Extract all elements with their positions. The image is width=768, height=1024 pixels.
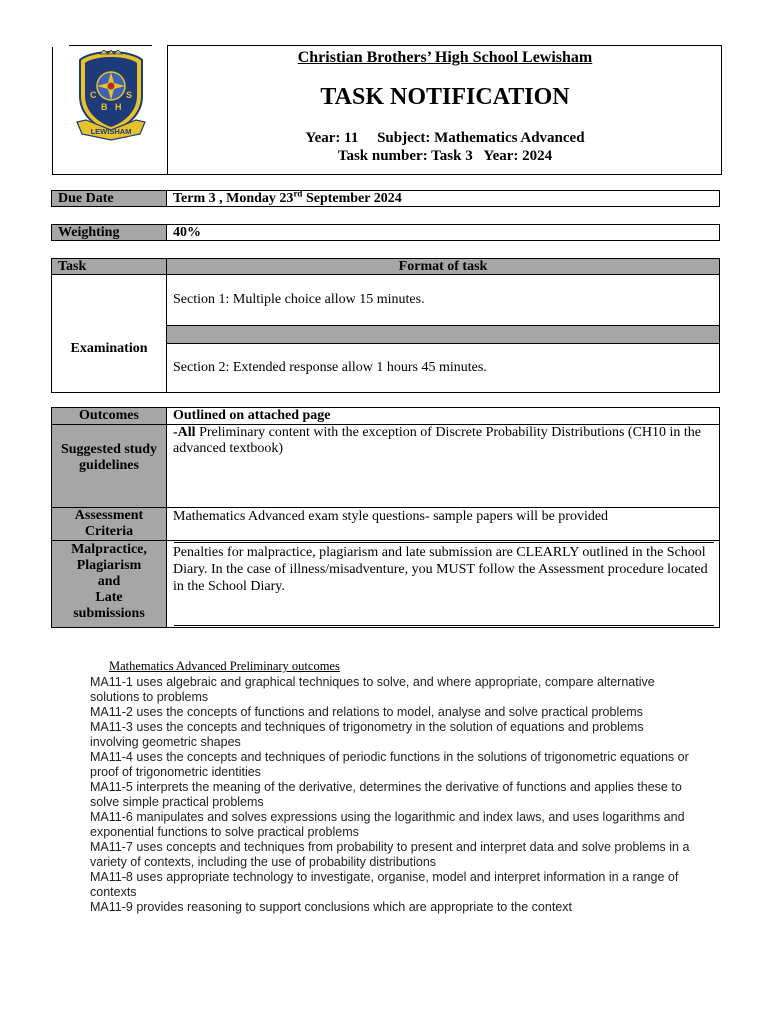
crest-letter-c: C bbox=[90, 90, 97, 100]
outcomes-label: Outcomes bbox=[79, 408, 139, 423]
list-item: MA11-7 uses concepts and techniques from probability to present and interpret data and solve problems in a variety of contexts, including the use of probability distributions bbox=[90, 840, 690, 869]
assessment-criteria-value: Mathematics Advanced exam style questions- sample papers will be provided bbox=[173, 509, 609, 524]
school-crest-icon bbox=[74, 50, 148, 142]
row-divider bbox=[174, 625, 714, 626]
study-guidelines-label: Suggested study guidelines bbox=[60, 442, 158, 473]
list-item: MA11-8 uses appropriate technology to investigate, organise, model and interpret information in a range of contexts bbox=[90, 870, 679, 899]
row-divider bbox=[52, 540, 719, 541]
crest-letter-s: S bbox=[126, 90, 133, 100]
due-date-suffix-sup: rd bbox=[293, 188, 303, 199]
list-item: MA11-2 uses the concepts of functions and relations to model, analyse and solve practical problems bbox=[90, 705, 643, 719]
weighting-row bbox=[51, 224, 720, 241]
list-item: MA11-5 interprets the meaning of the derivative, determines the derivative of functions and applies these to solve simple practical problems bbox=[90, 780, 682, 809]
header-notch bbox=[152, 45, 167, 47]
school-name: Christian Brothers’ High School Lewisham bbox=[297, 49, 593, 66]
malpractice-value: Penalties for malpractice, plagiarism and late submission are CLEARLY outlined in the School Diary. In the case of illness/misadventure, you MUST follow the Assessment procedure located in the School Diary. bbox=[173, 545, 708, 594]
section-2-format: Section 2: Extended response allow 1 hours 45 minutes. bbox=[173, 360, 487, 375]
due-date-row bbox=[51, 190, 720, 207]
crest-banner-text: LEWISHAM bbox=[90, 127, 132, 136]
list-item: MA11-4 uses the concepts and techniques of periodic functions in the solutions of trigonometric equations or proof of trigonometric identities bbox=[90, 750, 689, 779]
outcomes-table bbox=[51, 407, 720, 628]
format-column-header: Format of task bbox=[398, 259, 488, 274]
malpractice-label-line: and bbox=[97, 574, 121, 589]
list-item: MA11-6 manipulates and solves expressions using the logarithmic and index laws, and uses logarithms and exponential functions to solve practical problems bbox=[90, 810, 685, 839]
weighting-value: 40% bbox=[173, 225, 201, 240]
outcomes-table-divider bbox=[166, 408, 167, 627]
header-notch bbox=[52, 45, 69, 47]
assessment-criteria-label: Assessment Criteria bbox=[74, 508, 144, 539]
section-1-format: Section 1: Multiple choice allow 15 minutes. bbox=[173, 292, 425, 307]
section-separator bbox=[167, 325, 719, 344]
list-item: MA11-1 uses algebraic and graphical techniques to solve, and where appropriate, compare alternative solutions to problems bbox=[90, 675, 655, 704]
due-date-prefix: Term 3 , Monday 23 bbox=[173, 191, 294, 206]
outcomes-list bbox=[90, 675, 690, 915]
task-type: Examination bbox=[70, 341, 148, 356]
outcomes-value: Outlined on attached page bbox=[173, 408, 331, 423]
due-date-value bbox=[167, 188, 719, 206]
study-guidelines-value bbox=[173, 425, 713, 457]
malpractice-label-line: submissions bbox=[73, 606, 145, 621]
document-title: TASK NOTIFICATION bbox=[320, 84, 570, 110]
due-date-month: September 2024 bbox=[302, 191, 402, 206]
list-item: MA11-3 uses the concepts and techniques of trigonometry in the solution of equations and problems involving geometric shapes bbox=[90, 720, 644, 749]
year-subject-line: Year: 11 Subject: Mathematics Advanced bbox=[305, 130, 585, 146]
task-number-line: Task number: Task 3 Year: 2024 bbox=[337, 148, 553, 164]
malpractice-label-line: Malpractice, bbox=[71, 542, 147, 557]
due-date-label: Due Date bbox=[52, 191, 167, 206]
task-table bbox=[51, 258, 720, 393]
crest-letter-b: B bbox=[101, 102, 108, 112]
list-item: MA11-9 provides reasoning to support conclusions which are appropriate to the context bbox=[90, 900, 572, 914]
malpractice-label-line: Plagiarism bbox=[76, 558, 142, 573]
task-column-header: Task bbox=[58, 259, 87, 274]
weighting-label: Weighting bbox=[52, 225, 167, 240]
row-divider bbox=[174, 542, 714, 543]
study-guidelines-text: Preliminary content with the exception of Discrete Probability Distributions (CH10 in the advanced textbook) bbox=[173, 425, 702, 456]
header-left-border bbox=[52, 45, 53, 175]
malpractice-label-line: Late bbox=[95, 590, 123, 605]
outcomes-list-title: Mathematics Advanced Preliminary outcomes bbox=[109, 659, 340, 673]
malpractice-label bbox=[52, 542, 166, 622]
crest-letter-h: H bbox=[115, 102, 122, 112]
study-guidelines-emphasis: -All bbox=[173, 425, 196, 440]
